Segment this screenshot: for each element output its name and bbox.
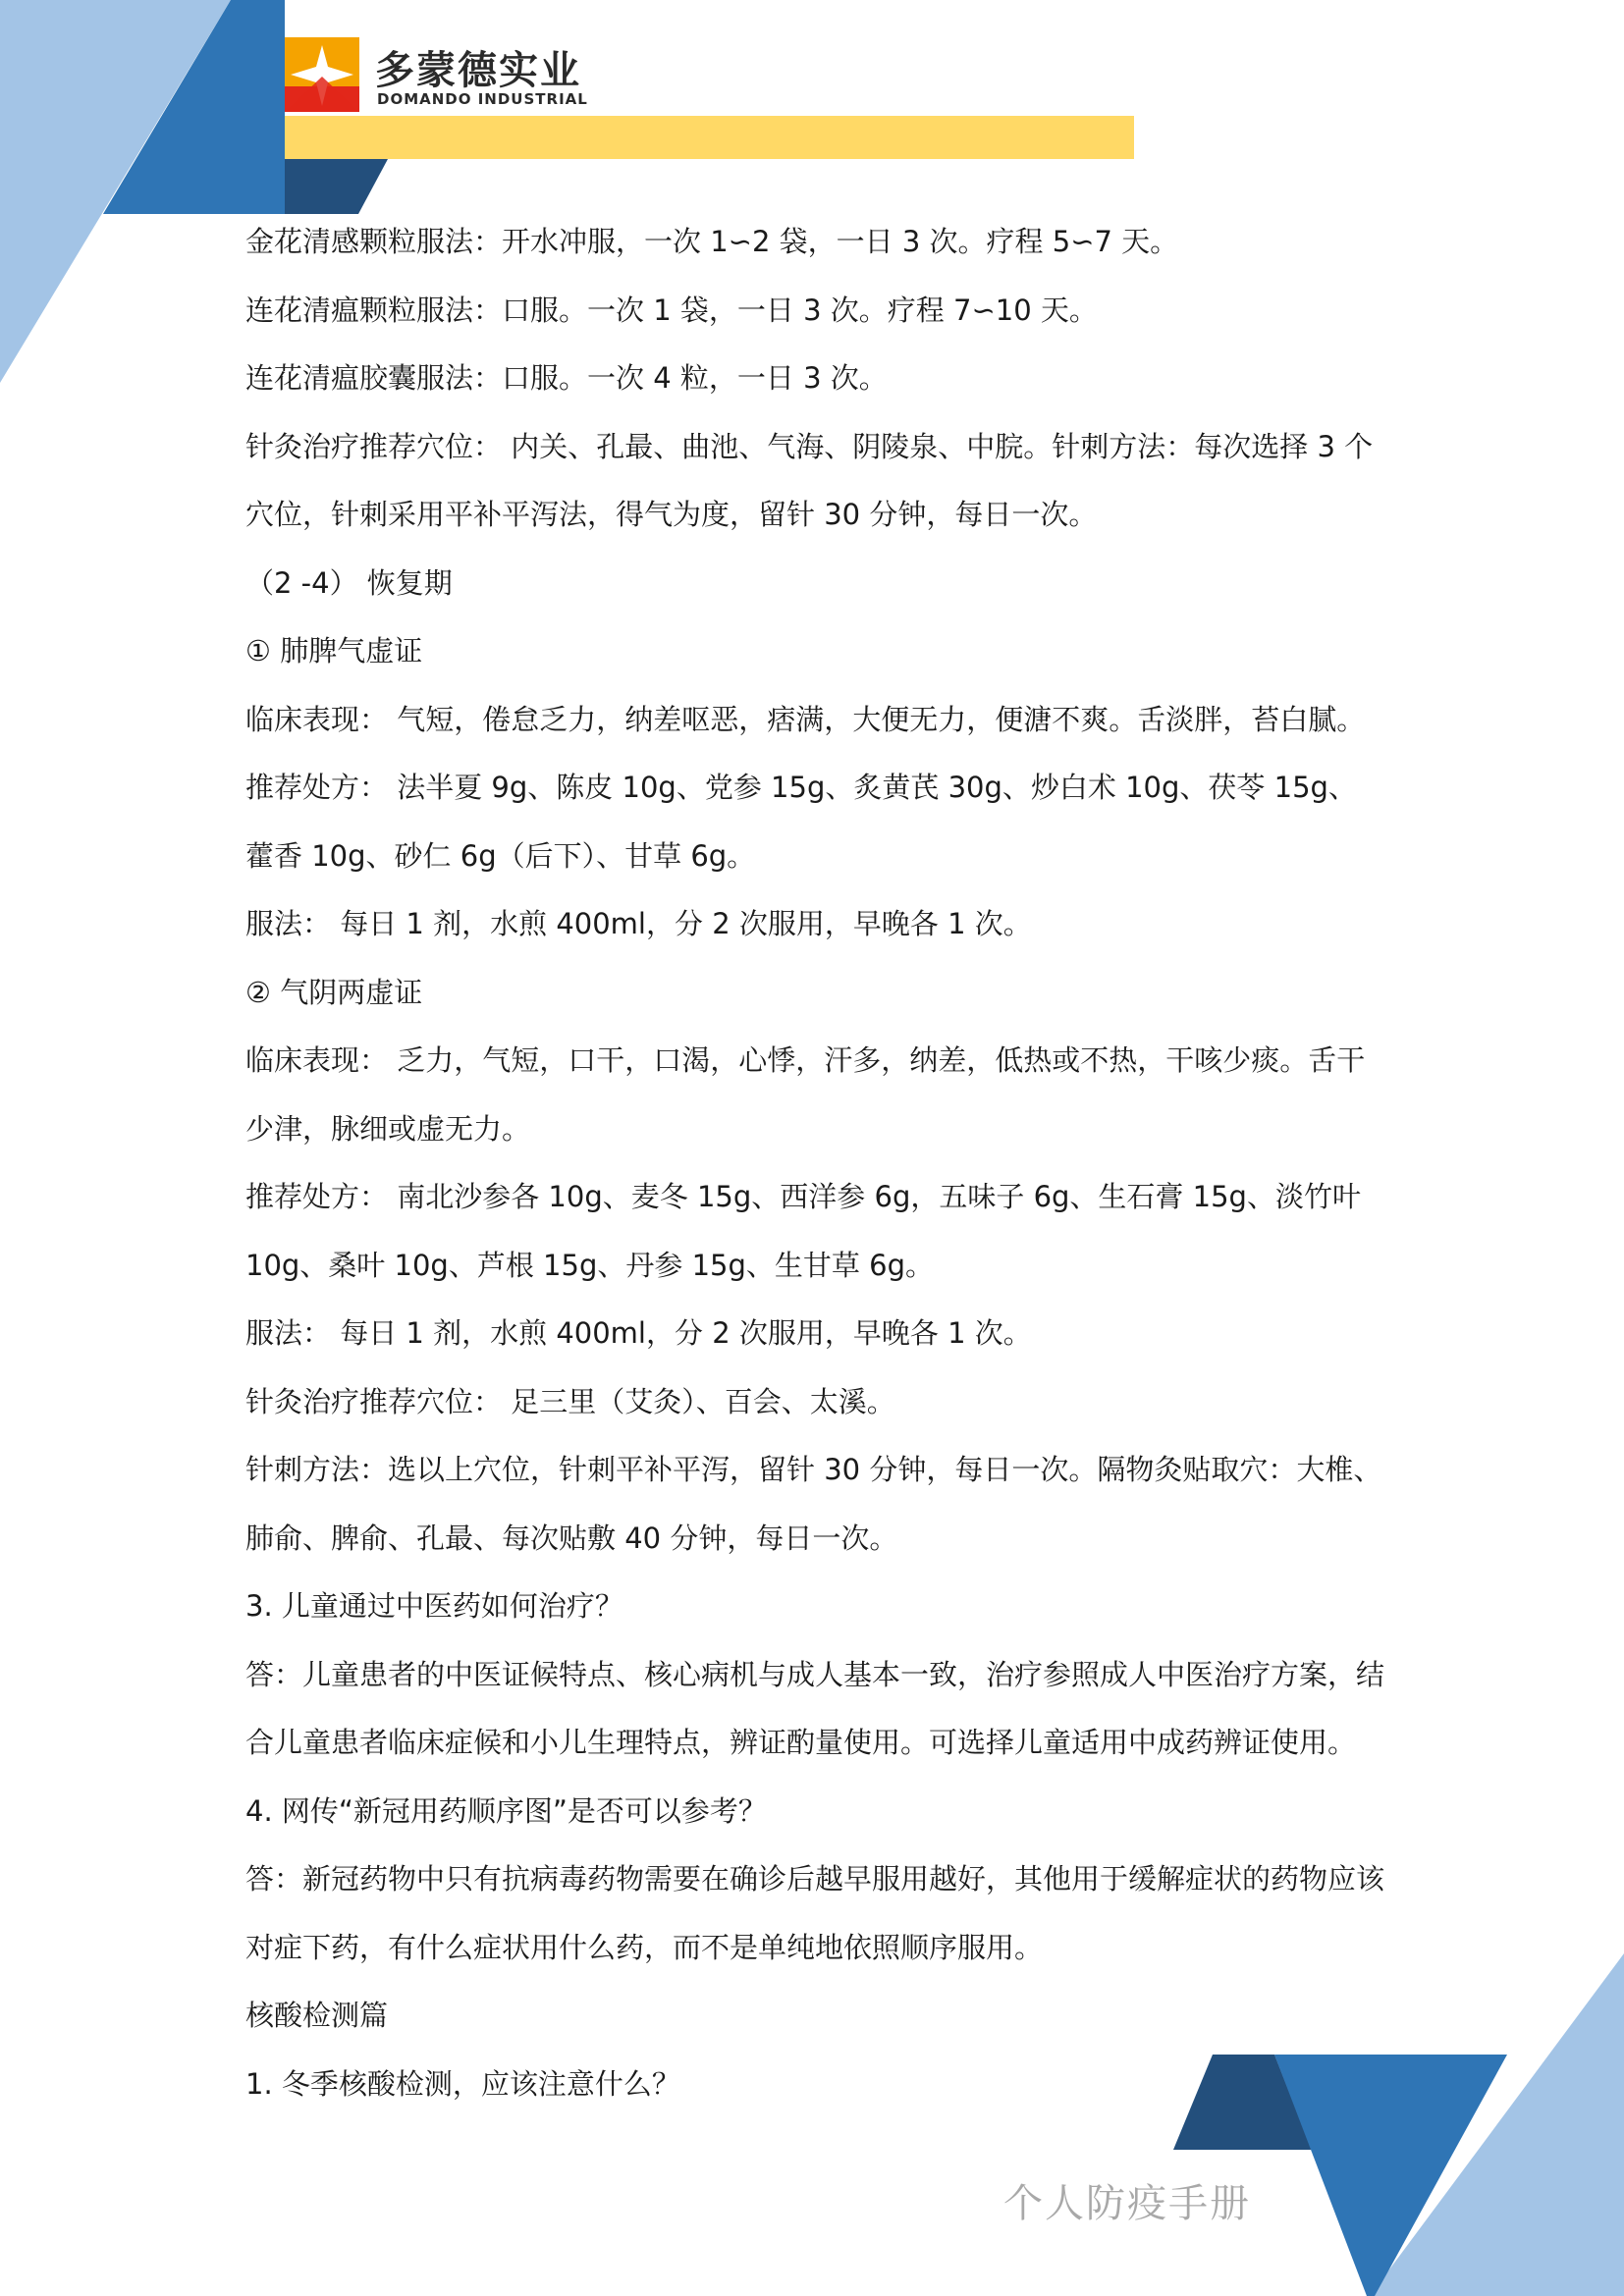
header-yellow-band: [285, 116, 1134, 159]
subsection-heading: ① 肺脾气虚证: [245, 634, 423, 667]
logo-star-icon: [285, 37, 359, 112]
company-name-cn: 多蒙德实业: [375, 48, 581, 93]
subsection-heading: ② 气阴两虚证: [245, 975, 423, 1009]
paragraph-line: 答：新冠药物中只有抗病毒药物需要在确诊后越早服用越好，其他用于缓解症状的药物应该: [245, 1862, 1385, 1896]
paragraph-line: 推荐处方： 南北沙参各 10g、麦冬 15g、西洋参 6g，五味子 6g、生石膏 15g、淡竹叶: [245, 1180, 1361, 1213]
company-logo: [285, 37, 599, 116]
paragraph-line: 连花清瘟胶囊服法：口服。一次 4 粒，一日 3 次。: [245, 361, 888, 395]
bottom-right-light-blue-triangle: [1370, 1953, 1624, 2296]
question-heading: 3. 儿童通过中医药如何治疗？: [245, 1589, 623, 1623]
question-heading: 1. 冬季核酸检测，应该注意什么？: [245, 2066, 680, 2101]
paragraph-line: 连花清瘟颗粒服法：口服。一次 1 袋，一日 3 次。疗程 7∽10 天。: [245, 293, 1098, 327]
paragraph-line: 推荐处方： 法半夏 9g、陈皮 10g、党参 15g、炙黄芪 30g、炒白术 10g、茯苓 15g、: [245, 771, 1357, 804]
paragraph-line: 藿香 10g、砂仁 6g（后下）、甘草 6g。: [245, 838, 756, 873]
paragraph-line: 临床表现： 乏力，气短，口干，口渴，心悸，汗多，纳差，低热或不热，干咳少痰。舌干: [245, 1043, 1366, 1077]
paragraph-line: 服法： 每日 1 剂，水煎 400ml，分 2 次服用，早晚各 1 次。: [245, 1316, 1032, 1350]
paragraph-line: 穴位，针刺采用平补平泻法，得气为度，留针 30 分钟，每日一次。: [245, 498, 1098, 531]
paragraph-line: 10g、桑叶 10g、芦根 15g、丹参 15g、生甘草 6g。: [245, 1248, 934, 1282]
paragraph-line: 对症下药，有什么症状用什么药，而不是单纯地依照顺序服用。: [245, 1930, 1044, 1964]
document-body: [245, 208, 1384, 2118]
top-left-light-blue-triangle: [0, 0, 231, 383]
paragraph-line: 答：儿童患者的中医证候特点、核心病机与成人基本一致，治疗参照成人中医治疗方案，结: [245, 1657, 1385, 1691]
paragraph-line: 肺俞、脾俞、孔最、每次贴敷 40 分钟，每日一次。: [245, 1521, 898, 1555]
paragraph-line: 针灸治疗推荐穴位： 足三里（艾灸）、百会、太溪。: [245, 1384, 895, 1418]
top-left-dark-blue-triangle: [285, 159, 388, 214]
section-heading: （2 -4） 恢复期: [245, 565, 453, 600]
paragraph-line: 针灸治疗推荐穴位： 内关、孔最、曲池、气海、阴陵泉、中脘。针刺方法：每次选择 3 个: [245, 429, 1374, 463]
footer-title: 个人防疫手册: [1003, 2181, 1251, 2226]
paragraph-line: 少津，脉细或虚无力。: [245, 1111, 531, 1146]
paragraph-line: 针刺方法：选以上穴位，针刺平补平泻，留针 30 分钟，每日一次。隔物灸贴取穴：大椎、: [245, 1453, 1382, 1486]
top-left-mid-blue-triangle: [103, 0, 285, 214]
paragraph-line: 金花清感颗粒服法：开水冲服，一次 1∽2 袋，一日 3 次。疗程 5∽7 天。: [245, 225, 1179, 258]
paragraph-line: 合儿童患者临床症候和小儿生理特点，辨证酌量使用。可选择儿童适用中成药辨证使用。: [245, 1726, 1357, 1759]
paragraph-line: 临床表现： 气短，倦怠乏力，纳差呕恶，痞满，大便无力，便溏不爽。舌淡胖，苔白腻。: [245, 702, 1366, 736]
company-name-en: DOMANDO INDUSTRIAL: [377, 90, 588, 108]
paragraph-line: 服法： 每日 1 剂，水煎 400ml，分 2 次服用，早晚各 1 次。: [245, 907, 1032, 940]
section-heading: 核酸检测篇: [245, 1999, 389, 2032]
question-heading: 4. 网传“新冠用药顺序图”是否可以参考？: [245, 1793, 767, 1828]
